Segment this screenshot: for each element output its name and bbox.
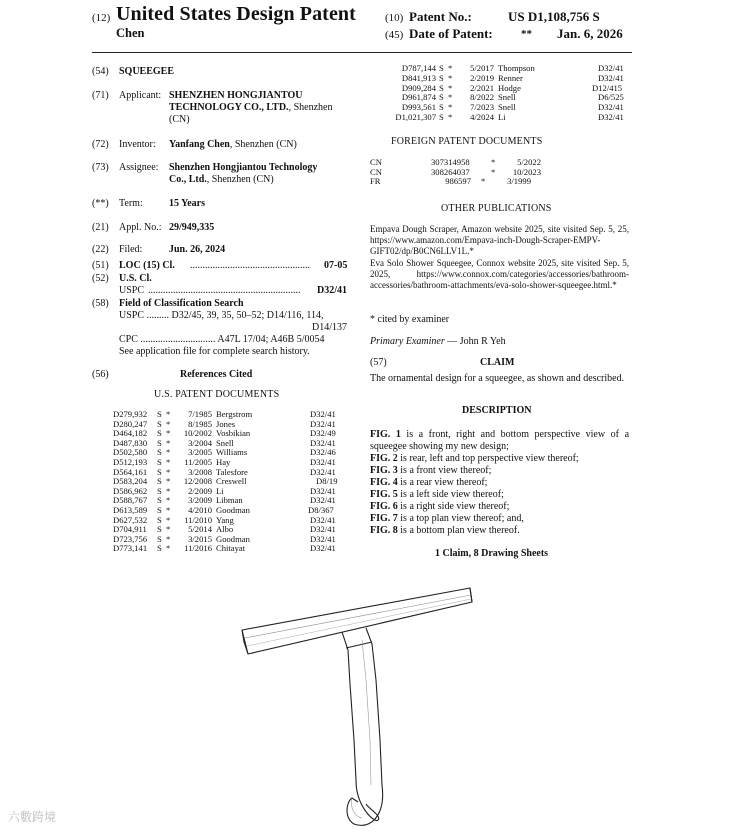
- other-pubs-title: OTHER PUBLICATIONS: [441, 203, 552, 214]
- foreign-row: CN 308264037 * 10/2023: [370, 166, 541, 177]
- ref-row: D704,911 S * 5/2014 Albo D32/41: [113, 524, 336, 535]
- loc-value: 07-05: [324, 260, 348, 271]
- assignee-label: Assignee:: [119, 162, 159, 173]
- assignee-value: Shenzhen Hongjiantou Technology Co., Ltd., Shenzhen (CN): [169, 162, 318, 185]
- term-code: (**): [92, 198, 109, 209]
- inventor-value: Yanfang Chen, Shenzhen (CN): [169, 139, 297, 150]
- us-refs-right: [391, 64, 624, 123]
- appl-code: (21): [92, 222, 109, 233]
- filed-label: Filed:: [119, 244, 143, 255]
- date-label: Date of Patent:: [409, 26, 493, 41]
- term-value: 15 Years: [169, 198, 206, 209]
- foreign-title: FOREIGN PATENT DOCUMENTS: [391, 136, 543, 147]
- squeegee-drawing: [200, 580, 500, 830]
- patent-no-label: Patent No.:: [409, 9, 472, 24]
- patent-title: SQUEEGEE: [119, 66, 175, 77]
- foreign-row: FR 986597 * 3/1999: [370, 176, 531, 187]
- ref-row: D627,532 S * 11/2010 Yang D32/41: [113, 514, 336, 525]
- fig-desc-3: FIG. 3 is a front view thereof;: [370, 465, 492, 476]
- field-cpc: CPC .............................. A47L 17/04; A46B 5/0054: [119, 334, 325, 345]
- ref-row: D583,204 S * 12/2008 Creswell D8/19: [113, 476, 338, 487]
- foreign-refs: [370, 158, 541, 187]
- uspc-label: USPC: [119, 285, 145, 296]
- fig-desc-5: FIG. 5 is a left side view thereof;: [370, 489, 504, 500]
- other-pub-2: Eva Solo Shower Squeegee, Connox website 2025, site visited Sep. 5, 2025, https://www.connox.com/categories/accessories/bathroom-accessories/bathroom-attachments/eva-solo-shower-squeegee.html.*: [370, 258, 629, 290]
- ref-row: D613,589 S * 4/2010 Goodman D8/367: [113, 504, 334, 515]
- fig-desc-6: FIG. 6 is a right side view thereof;: [370, 501, 510, 512]
- ref-row: D564,161 S * 3/2008 Talesfore D32/41: [113, 466, 336, 477]
- term-label: Term:: [119, 198, 143, 209]
- refs-title: References Cited: [180, 369, 253, 380]
- field-label: Field of Classification Search: [119, 298, 244, 309]
- ref-row: D279,932 S * 7/1985 Bergstrom D32/41: [113, 409, 336, 419]
- filed-date: Jun. 26, 2024: [169, 244, 226, 255]
- inventor-code: (72): [92, 139, 109, 150]
- fig-desc-2: FIG. 2 is rear, left and top perspective view thereof;: [370, 453, 579, 464]
- field-code: (58): [92, 298, 109, 309]
- us-docs-title: U.S. PATENT DOCUMENTS: [154, 389, 280, 400]
- claim-title: CLAIM: [480, 357, 515, 368]
- ref-row: D773,141 S * 11/2016 Chitayat D32/41: [113, 543, 336, 554]
- ref-row: D723,756 S * 3/2015 Goodman D32/41: [113, 533, 336, 544]
- ref-row: D464,182 S * 10/2002 Vosbikian D32/49: [113, 428, 336, 439]
- doc-kind-code: (12): [92, 12, 111, 24]
- filed-code: (22): [92, 244, 109, 255]
- cited-note: * cited by examiner: [370, 314, 450, 325]
- fig-desc-1: FIG. 1 is a front, right and bottom perspective view of a squeegee showing my new design;: [370, 429, 630, 452]
- title-code: (54): [92, 66, 109, 77]
- us-refs-left: [113, 410, 337, 554]
- watermark: 六數跨境: [8, 810, 57, 824]
- ref-row: D588,767 S * 3/2009 Libman D32/41: [113, 495, 336, 506]
- uspc-value: D32/41: [317, 285, 347, 296]
- applicant-value: SHENZHEN HONGJIANTOU TECHNOLOGY CO., LTD., Shenzhen (CN): [169, 90, 333, 125]
- applicant-code: (71): [92, 90, 109, 101]
- applicant-label: Applicant:: [119, 90, 162, 101]
- claim-code: (57): [370, 357, 387, 368]
- ref-row: D1,021,307 S * 4/2024 Li D32/41: [395, 111, 624, 122]
- refs-code: (56): [92, 369, 109, 380]
- inventor-label: Inventor:: [119, 139, 156, 150]
- appl-label: Appl. No.:: [119, 222, 162, 233]
- ref-row: D787,144 S * 5/2017 Thompson D32/41: [401, 63, 624, 73]
- fig-desc-8: FIG. 8 is a bottom plan view thereof.: [370, 525, 520, 536]
- patent-date: Jan. 6, 2026: [557, 26, 623, 41]
- field-uspc: USPC ......... D32/45, 39, 35, 50–52; D14/116, 114,: [119, 310, 324, 321]
- ref-row: D909,284 S * 2/2021 Hodge D12/415: [401, 82, 623, 93]
- ref-row: D993,561 S * 7/2023 Snell D32/41: [401, 102, 624, 113]
- ref-row: D841,913 S * 2/2019 Renner D32/41: [401, 72, 624, 83]
- ref-row: D280,247 S * 8/1985 Jones D32/41: [113, 418, 336, 429]
- patent-number: US D1,108,756 S: [508, 9, 600, 24]
- ref-row: D961,874 S * 8/2022 Snell D6/525: [401, 92, 624, 103]
- date-code: (45): [385, 29, 404, 41]
- header-rule: [92, 52, 632, 53]
- foreign-row: CN 307314958 * 5/2022: [370, 157, 541, 167]
- loc-dots: ................................................: [190, 260, 310, 271]
- ref-row: D586,962 S * 2/2009 Li D32/41: [113, 485, 336, 496]
- fig-desc-4: FIG. 4 is a rear view thereof;: [370, 477, 488, 488]
- other-pub-1: Empava Dough Scraper, Amazon website 2025, site visited Sep. 5, 25, https://www.amazon.com/Empava-inch-Dough-Scraper-EMPV-GIFT02/dp/B0CN6LLV1L.*: [370, 224, 629, 256]
- header-inventor: Chen: [116, 26, 145, 40]
- loc-label: LOC (15) Cl.: [119, 260, 175, 271]
- description-title: DESCRIPTION: [462, 405, 532, 416]
- primary-examiner: Primary Examiner — John R Yeh: [370, 336, 506, 347]
- patent-no-code: (10): [385, 12, 404, 24]
- field-uspc2: D14/137: [312, 322, 347, 333]
- ref-row: D502,580 S * 3/2005 Williams D32/46: [113, 447, 336, 458]
- claims-sheets: 1 Claim, 8 Drawing Sheets: [435, 548, 549, 559]
- fig-desc-7: FIG. 7 is a top plan view thereof; and,: [370, 513, 524, 524]
- ref-row: D512,193 S * 11/2005 Hay D32/41: [113, 456, 336, 467]
- claim-text: The ornamental design for a squeegee, as shown and described.: [370, 373, 625, 384]
- ref-row: D487,830 S * 3/2004 Snell D32/41: [113, 437, 336, 448]
- appl-number: 29/949,335: [169, 222, 215, 233]
- uscl-code: (52): [92, 273, 109, 284]
- date-stars: **: [521, 28, 532, 40]
- patent-type-title: United States Design Patent: [116, 3, 356, 25]
- assignee-code: (73): [92, 162, 109, 173]
- loc-code: (51): [92, 260, 109, 271]
- uscl-label: U.S. Cl.: [119, 273, 152, 284]
- uspc-dots: .............................................................: [148, 285, 301, 296]
- field-note: See application file for complete search history.: [119, 346, 310, 357]
- figure-descriptions: [370, 429, 629, 537]
